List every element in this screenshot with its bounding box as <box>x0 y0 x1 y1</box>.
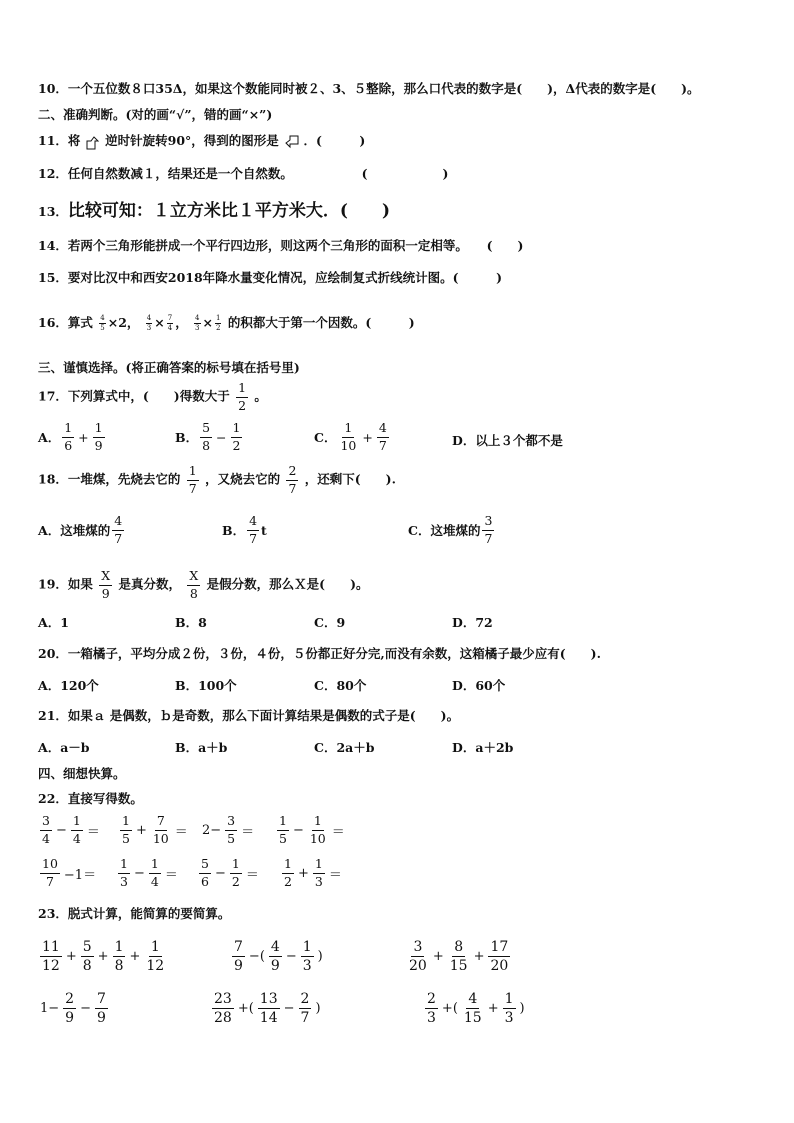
operator: ＝ <box>174 824 188 840</box>
q17-option-c: C． $\frac{1}{10}$ + $\frac{4}{7}$ <box>314 420 387 453</box>
operator: + <box>297 865 309 881</box>
question-20: 20．一箱橘子，平均分成２份，３份，４份，５份都正好分完,而没有余数，这箱橘子最少应有( ). <box>38 646 601 661</box>
q22-row2-expr-4 <box>280 858 344 888</box>
operator: ) <box>315 1001 321 1016</box>
q19-option-b: B．8 <box>175 615 207 630</box>
q16-a-fraction: $\frac{4}{5}$ <box>100 314 105 332</box>
q23-row2-expr-1 <box>38 992 110 1025</box>
arrow-shape-original-icon <box>85 134 101 150</box>
operator: −1＝ <box>63 867 97 883</box>
operator: + <box>473 949 485 964</box>
q23-row1-expr-2 <box>230 940 325 973</box>
q22-row2-expr-1 <box>38 858 98 888</box>
fraction: $\frac{23}{28}$ <box>214 991 232 1026</box>
question-19: 19．如果 $\frac{X}{9}$ 是真分数， $\frac{X}{8}$ 是假分数，那么Ｘ是( )。 <box>38 568 369 601</box>
q19-option-c: C．9 <box>314 615 346 630</box>
fraction: $\frac{2}{7}$ <box>300 991 310 1026</box>
q23-row1-expr-1 <box>38 940 168 973</box>
fraction: $\frac{1}{8}$ <box>114 939 124 974</box>
q11-suffix: ．( ) <box>303 133 366 148</box>
operator: − <box>80 1001 91 1016</box>
fraction: $\frac{1}{10}$ <box>309 813 326 846</box>
fraction: $\frac{1}{4}$ <box>150 856 159 889</box>
q20-option-b: B．100个 <box>175 678 237 693</box>
q21-option-d: D．a＋2b <box>452 740 514 755</box>
operator: ＝ <box>328 867 342 883</box>
fraction: $\frac{10}{7}$ <box>42 856 58 889</box>
operator: + <box>432 949 444 964</box>
question-18: 18．一堆煤，先烧去它的 $\frac{1}{7}$ ，又烧去它的 $\frac{2}{7}$ ，还剩下( ). <box>38 463 396 496</box>
question-14: 14．若两个三角形能拼成一个平行四边形，则这两个三角形的面积一定相等。 ( ) <box>38 238 524 253</box>
operator: ) <box>317 949 323 964</box>
q22-row1-expr-2 <box>118 815 190 845</box>
fraction: $\frac{1}{3}$ <box>302 939 312 974</box>
q20-option-a: A．120个 <box>38 678 99 693</box>
fraction: $\frac{11}{12}$ <box>42 939 60 974</box>
q16-prefix: 16．算式 <box>38 315 93 330</box>
fraction: $\frac{8}{15}$ <box>449 939 468 974</box>
q16-c-fraction-1: $\frac{4}{3}$ <box>195 314 200 332</box>
q22-row2-expr-3 <box>197 858 261 888</box>
q13-number: 13． <box>38 204 68 219</box>
operator: − <box>214 865 226 881</box>
q17-option-d: D．以上３个都不是 <box>452 433 563 448</box>
q18-option-a: A．这堆煤的 $\frac{4}{7}$ <box>38 513 123 546</box>
q23-row2-expr-2 <box>210 992 323 1025</box>
q16-c-fraction-2: $\frac{1}{2}$ <box>216 314 221 332</box>
question-23: 23．脱式计算，能简算的要简算。 <box>38 906 231 921</box>
question-12: 12．任何自然数减１，结果还是一个自然数。 ( ) <box>38 166 449 181</box>
q13-text: 比较可知：１立方米比１平方米大．( ) <box>67 201 390 221</box>
operator: + <box>135 822 147 838</box>
fraction: $\frac{2}{9}$ <box>65 991 75 1026</box>
question-15: 15．要对比汉中和西安2018年降水量变化情况，应绘制复式折线统计图。( ) <box>38 270 503 285</box>
q21-option-b: B．a＋b <box>175 740 228 755</box>
q11-middle: 逆时针旋转90°，得到的图形是 <box>105 133 279 148</box>
q20-option-d: D．60个 <box>452 678 506 693</box>
question-16: 16．算式 $\frac{4}{5}$ ×2， $\frac{4}{3}$ × $\frac{7}{4}$ ， $\frac{4}{3}$ × $\frac{1}{2}$ 的积都大于第一个因数。( ) <box>38 314 415 332</box>
operator: − <box>133 865 145 881</box>
fraction: $\frac{17}{20}$ <box>490 939 509 974</box>
question-11 <box>38 132 365 150</box>
fraction: $\frac{1}{3}$ <box>120 856 128 889</box>
q22-row1-expr-1 <box>38 815 102 845</box>
fraction: $\frac{1}{12}$ <box>146 939 165 974</box>
question-21: 21．如果ａ 是偶数，ｂ是奇数，那么下面计算结果是偶数的式子是( )。 <box>38 708 460 723</box>
operator: ＝ <box>164 867 178 883</box>
question-22: 22．直接写得数。 <box>38 791 143 806</box>
fraction: $\frac{5}{6}$ <box>201 856 209 889</box>
operator: − <box>285 949 297 964</box>
operator: − <box>292 822 304 838</box>
q11-prefix: 11．将 <box>38 133 81 148</box>
section-2-heading: 二、准确判断。(对的画“√”，错的画“×”) <box>38 107 273 122</box>
question-13 <box>38 200 390 222</box>
question-10: 10．一个五位数８口35Δ，如果这个数能同时被２、3、５整除，那么口代表的数字是( )，Δ代表的数字是( )。 <box>38 81 700 96</box>
q23-row2-expr-3 <box>423 992 527 1025</box>
fraction: $\frac{3}{20}$ <box>409 939 427 974</box>
q18-option-b: B． $\frac{4}{7}$ t <box>222 513 267 546</box>
q16-b-fraction-2: $\frac{7}{4}$ <box>167 314 173 332</box>
operator: +( <box>441 1001 458 1016</box>
fraction: $\frac{1}{4}$ <box>72 813 81 846</box>
fraction: $\frac{3}{4}$ <box>42 813 50 846</box>
q22-row1-expr-4 <box>275 815 347 845</box>
operator: ＝ <box>86 824 100 840</box>
fraction: $\frac{1}{2}$ <box>284 856 292 889</box>
fraction: $\frac{7}{9}$ <box>97 991 106 1026</box>
q18-option-c: C．这堆煤的 $\frac{3}{7}$ <box>408 513 493 546</box>
q22-row2-expr-2 <box>116 858 180 888</box>
q16-a-op: ×2 <box>107 315 127 330</box>
fraction: $\frac{1}{3}$ <box>504 991 514 1026</box>
operator: +( <box>237 1001 254 1016</box>
section-3-heading: 三、谨慎选择。(将正确答案的标号填在括号里) <box>38 360 300 375</box>
q17-suffix: 。 <box>254 388 267 404</box>
fraction: $\frac{7}{10}$ <box>152 813 169 846</box>
fraction: $\frac{1}{5}$ <box>279 813 287 846</box>
q19-option-d: D．72 <box>452 615 493 630</box>
fraction: $\frac{4}{9}$ <box>270 939 280 974</box>
arrow-shape-rotated-icon <box>283 134 299 150</box>
q17-option-a: A． $\frac{1}{6}$ + $\frac{1}{9}$ <box>38 420 103 453</box>
fraction: $\frac{13}{14}$ <box>259 991 278 1026</box>
q21-option-c: C．2a＋b <box>314 740 375 755</box>
q17-option-b: B． $\frac{5}{8}$ − $\frac{1}{2}$ <box>175 420 241 453</box>
fraction: $\frac{1}{5}$ <box>122 813 130 846</box>
operator: + <box>65 949 77 964</box>
q16-c-op: × <box>202 315 213 330</box>
fraction: $\frac{7}{9}$ <box>234 939 243 974</box>
operator: 1− <box>40 1001 60 1016</box>
fraction: $\frac{1}{3}$ <box>314 856 323 889</box>
fraction: $\frac{4}{15}$ <box>463 991 482 1026</box>
operator: ＝ <box>241 824 255 840</box>
operator: − <box>283 1001 295 1016</box>
q21-option-a: A．a－b <box>38 740 90 755</box>
q20-option-c: C．80个 <box>314 678 367 693</box>
operator: ＝ <box>331 824 345 840</box>
operator: ) <box>519 1001 525 1016</box>
q23-row1-expr-3 <box>405 940 512 973</box>
question-17 <box>38 382 267 412</box>
q16-suffix: 的积都大于第一个因数。( ) <box>227 315 415 330</box>
q17-prefix: 17．下列算式中，( )得数大于 <box>38 388 230 404</box>
q22-row1-expr-3 <box>200 815 256 845</box>
q17-fraction: $\frac{1}{2}$ <box>238 380 247 413</box>
operator: + <box>129 949 141 964</box>
q16-b-fraction-1: $\frac{4}{3}$ <box>146 314 152 332</box>
fraction: $\frac{3}{5}$ <box>227 813 236 846</box>
operator: 2− <box>202 822 222 838</box>
fraction: $\frac{2}{3}$ <box>427 991 436 1026</box>
q19-option-a: A．1 <box>38 615 69 630</box>
q16-b-op: × <box>154 315 165 330</box>
operator: + <box>97 949 109 964</box>
fraction: $\frac{1}{2}$ <box>231 856 240 889</box>
operator: + <box>487 1001 499 1016</box>
operator: ＝ <box>245 867 259 883</box>
fraction: $\frac{5}{8}$ <box>82 939 92 974</box>
section-4-heading: 四、细想快算。 <box>38 766 126 781</box>
operator: − <box>55 822 67 838</box>
operator: −( <box>248 949 265 964</box>
